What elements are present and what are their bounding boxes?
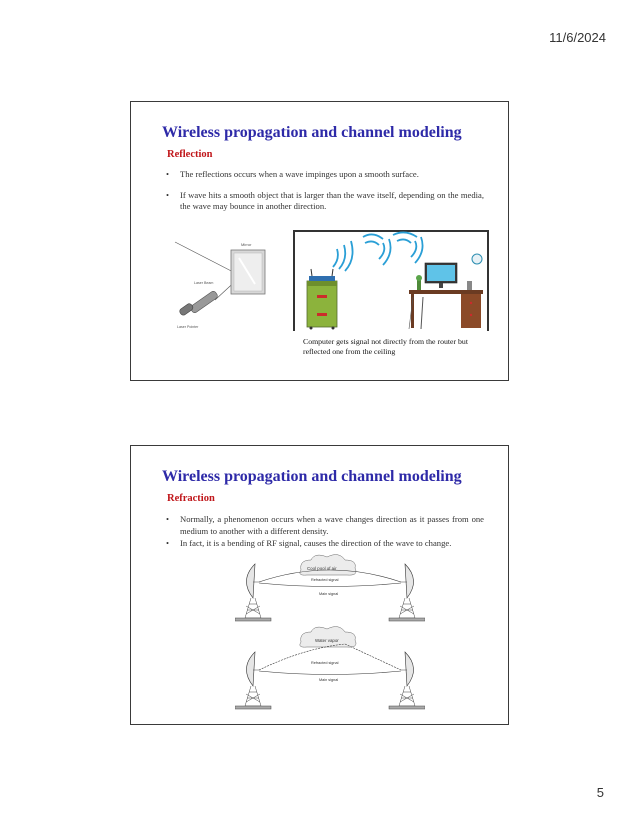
- satellite-dish-icon: [389, 564, 425, 621]
- bullet-list: [166, 514, 484, 550]
- svg-text:Cool pool of air: Cool pool of air: [307, 566, 337, 571]
- satellite-dish-icon: [389, 652, 425, 709]
- svg-text:Main signal: Main signal: [319, 678, 339, 682]
- slide-reflection: [130, 101, 509, 381]
- bullet-list: [166, 169, 484, 213]
- room-reflection-figure: [293, 229, 489, 331]
- svg-text:Laser Pointer: Laser Pointer: [177, 325, 199, 329]
- svg-text:Refracted signal: Refracted signal: [311, 661, 339, 665]
- slide-refraction: [130, 445, 509, 725]
- slide-title: Wireless propagation and channel modeling: [162, 468, 462, 485]
- laser-pointer-icon: [179, 290, 219, 316]
- slide-title: Wireless propagation and channel modeling: [162, 124, 462, 141]
- svg-text:Laser Beam: Laser Beam: [194, 281, 214, 285]
- svg-text:Water vapor: Water vapor: [315, 638, 339, 643]
- svg-text:Mirror: Mirror: [241, 242, 252, 247]
- mirror-laser-figure: [169, 236, 279, 336]
- bullet-item: • In fact, it is a bending of RF signal, causes the direction of the wave to change.: [166, 538, 452, 548]
- wifi-waves-icon: [333, 232, 423, 271]
- page-date: 11/6/2024: [549, 30, 606, 45]
- svg-text:Refracted signal: Refracted signal: [311, 578, 339, 582]
- slide-subtitle: Refraction: [167, 493, 215, 504]
- satellite-dish-icon: [235, 652, 271, 709]
- bullet-item: • Normally, a phenomenon occurs when a wave changes direction as it passes from one medium to another with a different density.: [166, 514, 484, 536]
- cloud-icon: [300, 555, 356, 576]
- mirror-icon: [231, 250, 265, 294]
- bullet-item: • If wave hits a smooth object that is larger than the wave itself, depending on the media, the wave may bounce in another direction.: [166, 189, 484, 211]
- slide-subtitle: Reflection: [167, 149, 213, 160]
- desk-computer-icon: [409, 254, 483, 329]
- satellite-dish-icon: [235, 564, 271, 621]
- svg-text:Main signal: Main signal: [319, 592, 339, 596]
- figure-caption: Computer gets signal not directly from the router but reflected one from the ceiling: [303, 337, 468, 356]
- page-number: 5: [596, 785, 604, 800]
- cloud-icon: [300, 627, 356, 648]
- router-cabinet-icon: [307, 269, 337, 330]
- bullet-item: • The reflections occurs when a wave impinges upon a smooth surface.: [166, 169, 419, 179]
- refraction-diagram: [235, 554, 425, 718]
